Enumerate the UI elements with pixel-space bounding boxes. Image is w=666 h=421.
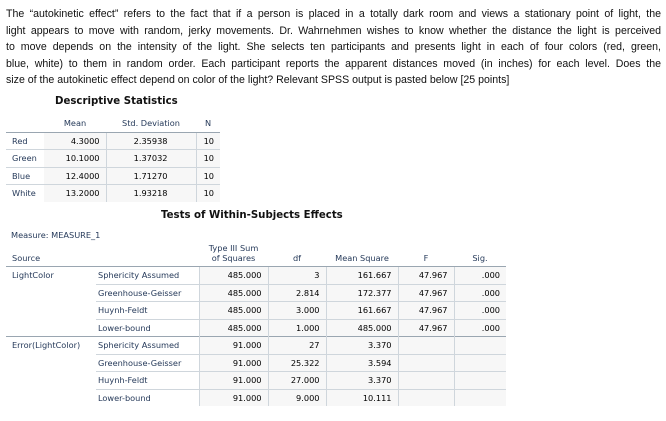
table-row: Greenhouse-Geisser 485.000 2.814 172.377 47.967 .000 xyxy=(6,284,506,302)
table-row: Huynh-Feldt 485.000 3.000 161.667 47.967 .000 xyxy=(6,302,506,320)
table-row: LightColor Sphericity Assumed 485.000 3 161.667 47.967 .000 xyxy=(6,267,506,285)
col-sum-of-squares: Type III Sum of Squares xyxy=(199,243,268,267)
col-sig: Sig. xyxy=(454,243,506,267)
table-row: White 13.2000 1.93218 10 xyxy=(6,185,220,202)
table-row: Error(LightColor) Sphericity Assumed 91.000 27 3.370 xyxy=(6,337,506,355)
descriptive-stats-title: Descriptive Statistics xyxy=(55,96,178,107)
within-subjects-table xyxy=(6,243,506,406)
measure-label: Measure: MEASURE_1 xyxy=(11,230,101,240)
within-subjects-title: Tests of Within-Subjects Effects xyxy=(161,210,343,221)
col-df: df xyxy=(268,243,326,267)
table-row: Lower-bound 91.000 9.000 10.111 xyxy=(6,389,506,406)
source-error-lightcolor: Error(LightColor) xyxy=(6,337,96,407)
col-f: F xyxy=(398,243,454,267)
table-row: Blue 12.4000 1.71270 10 xyxy=(6,167,220,185)
col-source: Source xyxy=(6,243,96,267)
descriptive-stats-table xyxy=(6,115,220,202)
question-line: blue, white) to them in random order. Each participant reports the apparent distances moved (in inches) for each level. Does the xyxy=(6,57,661,70)
col-n: N xyxy=(196,115,220,132)
table-row: Green 10.1000 1.37032 10 xyxy=(6,150,220,168)
question-text xyxy=(6,6,661,89)
table-row: Greenhouse-Geisser 91.000 25.322 3.594 xyxy=(6,354,506,372)
question-line: to move depends on the intensity of the light. She selects ten participants and presents light in each of four colors (red, green, xyxy=(6,41,661,54)
question-line: size of the autokinetic effect depend on color of the light? Relevant SPSS output is pasted below [25 points] xyxy=(6,74,510,87)
table-row: Red 4.3000 2.35938 10 xyxy=(6,132,220,150)
question-line: light appears to move with random, jerky movements. Dr. Wahrnehmen wishes to know whether the distance the light is perceived xyxy=(6,24,661,37)
question-line: The “autokinetic effect” refers to the fact that if a person is placed in a totally dark room and views a stationary point of light, the xyxy=(6,8,661,20)
col-std-dev: Std. Deviation xyxy=(106,115,196,132)
table-row: Huynh-Feldt 91.000 27.000 3.370 xyxy=(6,372,506,390)
col-mean-square: Mean Square xyxy=(326,243,398,267)
source-lightcolor: LightColor xyxy=(6,267,96,337)
table-row: Lower-bound 485.000 1.000 485.000 47.967 .000 xyxy=(6,319,506,337)
col-mean: Mean xyxy=(44,115,106,132)
